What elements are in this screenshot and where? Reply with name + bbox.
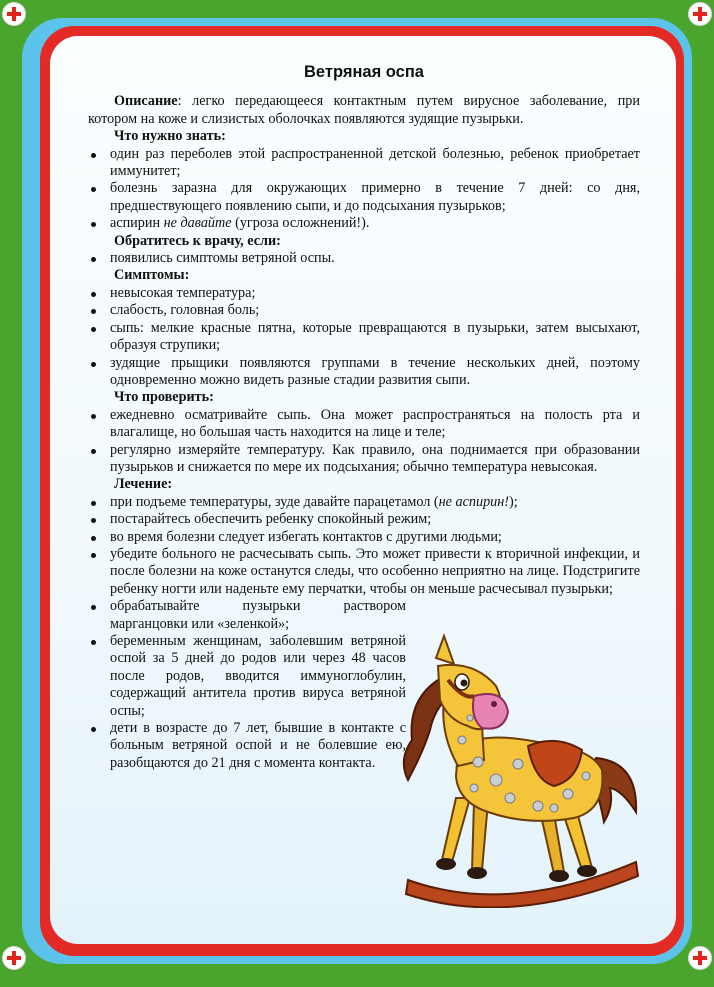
- list-item: регулярно измеряйте температуру. Как правило, она поднимается при образовании пузырьков и снижается по мере их подсыхания; обычно температура невысокая.: [88, 442, 640, 477]
- list-item: обрабатывайте пузырьки раствором марганцовки или «зеленкой»;: [88, 598, 406, 633]
- list-item: болезнь заразна для окружающих примерно в течение 7 дней: со дня, предшествующего появлению сыпи, и до подсыхания пузырьков;: [88, 180, 640, 215]
- list-doctor: [88, 250, 640, 267]
- list-item: при подъеме температуры, зуде давайте парацетамол (не аспирин!);: [88, 494, 640, 511]
- list-item: аспирин не давайте (угроза осложнений!).: [88, 215, 640, 232]
- list-symptoms: [88, 285, 640, 389]
- list-item: один раз переболев этой распространенной детской болезнью, ребенок приобретает иммунитет;: [88, 146, 640, 181]
- list-item: зудящие прыщики появляются группами в течение нескольких дней, поэтому одновременно можно видеть разные стадии развития сыпи.: [88, 355, 640, 390]
- red-cross-icon: [688, 2, 712, 26]
- list-item: слабость, головная боль;: [88, 302, 640, 319]
- leg: [542, 814, 564, 874]
- list-item: невысокая температура;: [88, 285, 640, 302]
- list-item: убедите больного не расчесывать сыпь. Это может привести к вторичной инфекции, и после болезни на коже останутся следы, что особенно неприятно на лице. Подстригите ребенку ногти или наденьте ему перчатки, чтобы он меньше расчесывал пузырьки;: [88, 546, 640, 598]
- heading-symptoms: Симптомы:: [114, 267, 190, 284]
- page-title: Ветряная оспа: [304, 63, 424, 81]
- description-paragraph: [88, 93, 640, 128]
- description-text: : легко передающееся контактным путем вирусное заболевание, при котором на коже и слизистых оболочках появляются зудящие пузырьки.: [88, 93, 640, 127]
- list-treatment: [88, 494, 640, 598]
- red-cross-icon: [2, 946, 26, 970]
- heading-doctor: Обратитесь к врачу, если:: [114, 232, 281, 249]
- red-cross-icon: [2, 2, 26, 26]
- rocking-horse-illustration: [378, 630, 640, 908]
- list-item: появились симптомы ветряной оспы.: [88, 250, 640, 267]
- list-check: [88, 407, 640, 477]
- list-item: ежедневно осматривайте сыпь. Она может распространяться на полость рта и влагалище, но большая часть находится на лице и теле;: [88, 407, 640, 442]
- pupil: [461, 680, 468, 687]
- list-item: постарайтесь обеспечить ребенку спокойный режим;: [88, 511, 640, 528]
- red-cross-icon: [688, 946, 712, 970]
- list-item: сыпь: мелкие красные пятна, которые превращаются в пузырьки, затем высыхают, образуя струпики;: [88, 320, 640, 355]
- hoof: [467, 867, 487, 879]
- leg: [442, 798, 470, 862]
- hoof: [577, 865, 597, 877]
- list-item: дети в возрасте до 7 лет, бывшие в контакте с больным ветряной оспой и не болевшие ею, разобщаются до 21 дня с момента контакта.: [88, 720, 406, 772]
- list-item: во время болезни следует избегать контактов с другими людьми;: [88, 529, 640, 546]
- heading-check: Что проверить:: [114, 389, 214, 406]
- heading-know: Что нужно знать:: [114, 128, 226, 145]
- ear: [436, 636, 454, 664]
- hoof: [436, 858, 456, 870]
- list-item: беременным женщинам, заболевшим ветряной оспой за 5 дней до родов или через 48 часов после родов, вводится иммуноглобулин, содержащий антитела против вируса ветряной оспы;: [88, 633, 406, 720]
- muzzle: [473, 694, 508, 729]
- hoof: [549, 870, 569, 882]
- heading-treatment: Лечение:: [114, 476, 173, 493]
- list-know: [88, 146, 640, 233]
- description-label: Описание: [114, 93, 178, 110]
- nostril: [491, 701, 497, 707]
